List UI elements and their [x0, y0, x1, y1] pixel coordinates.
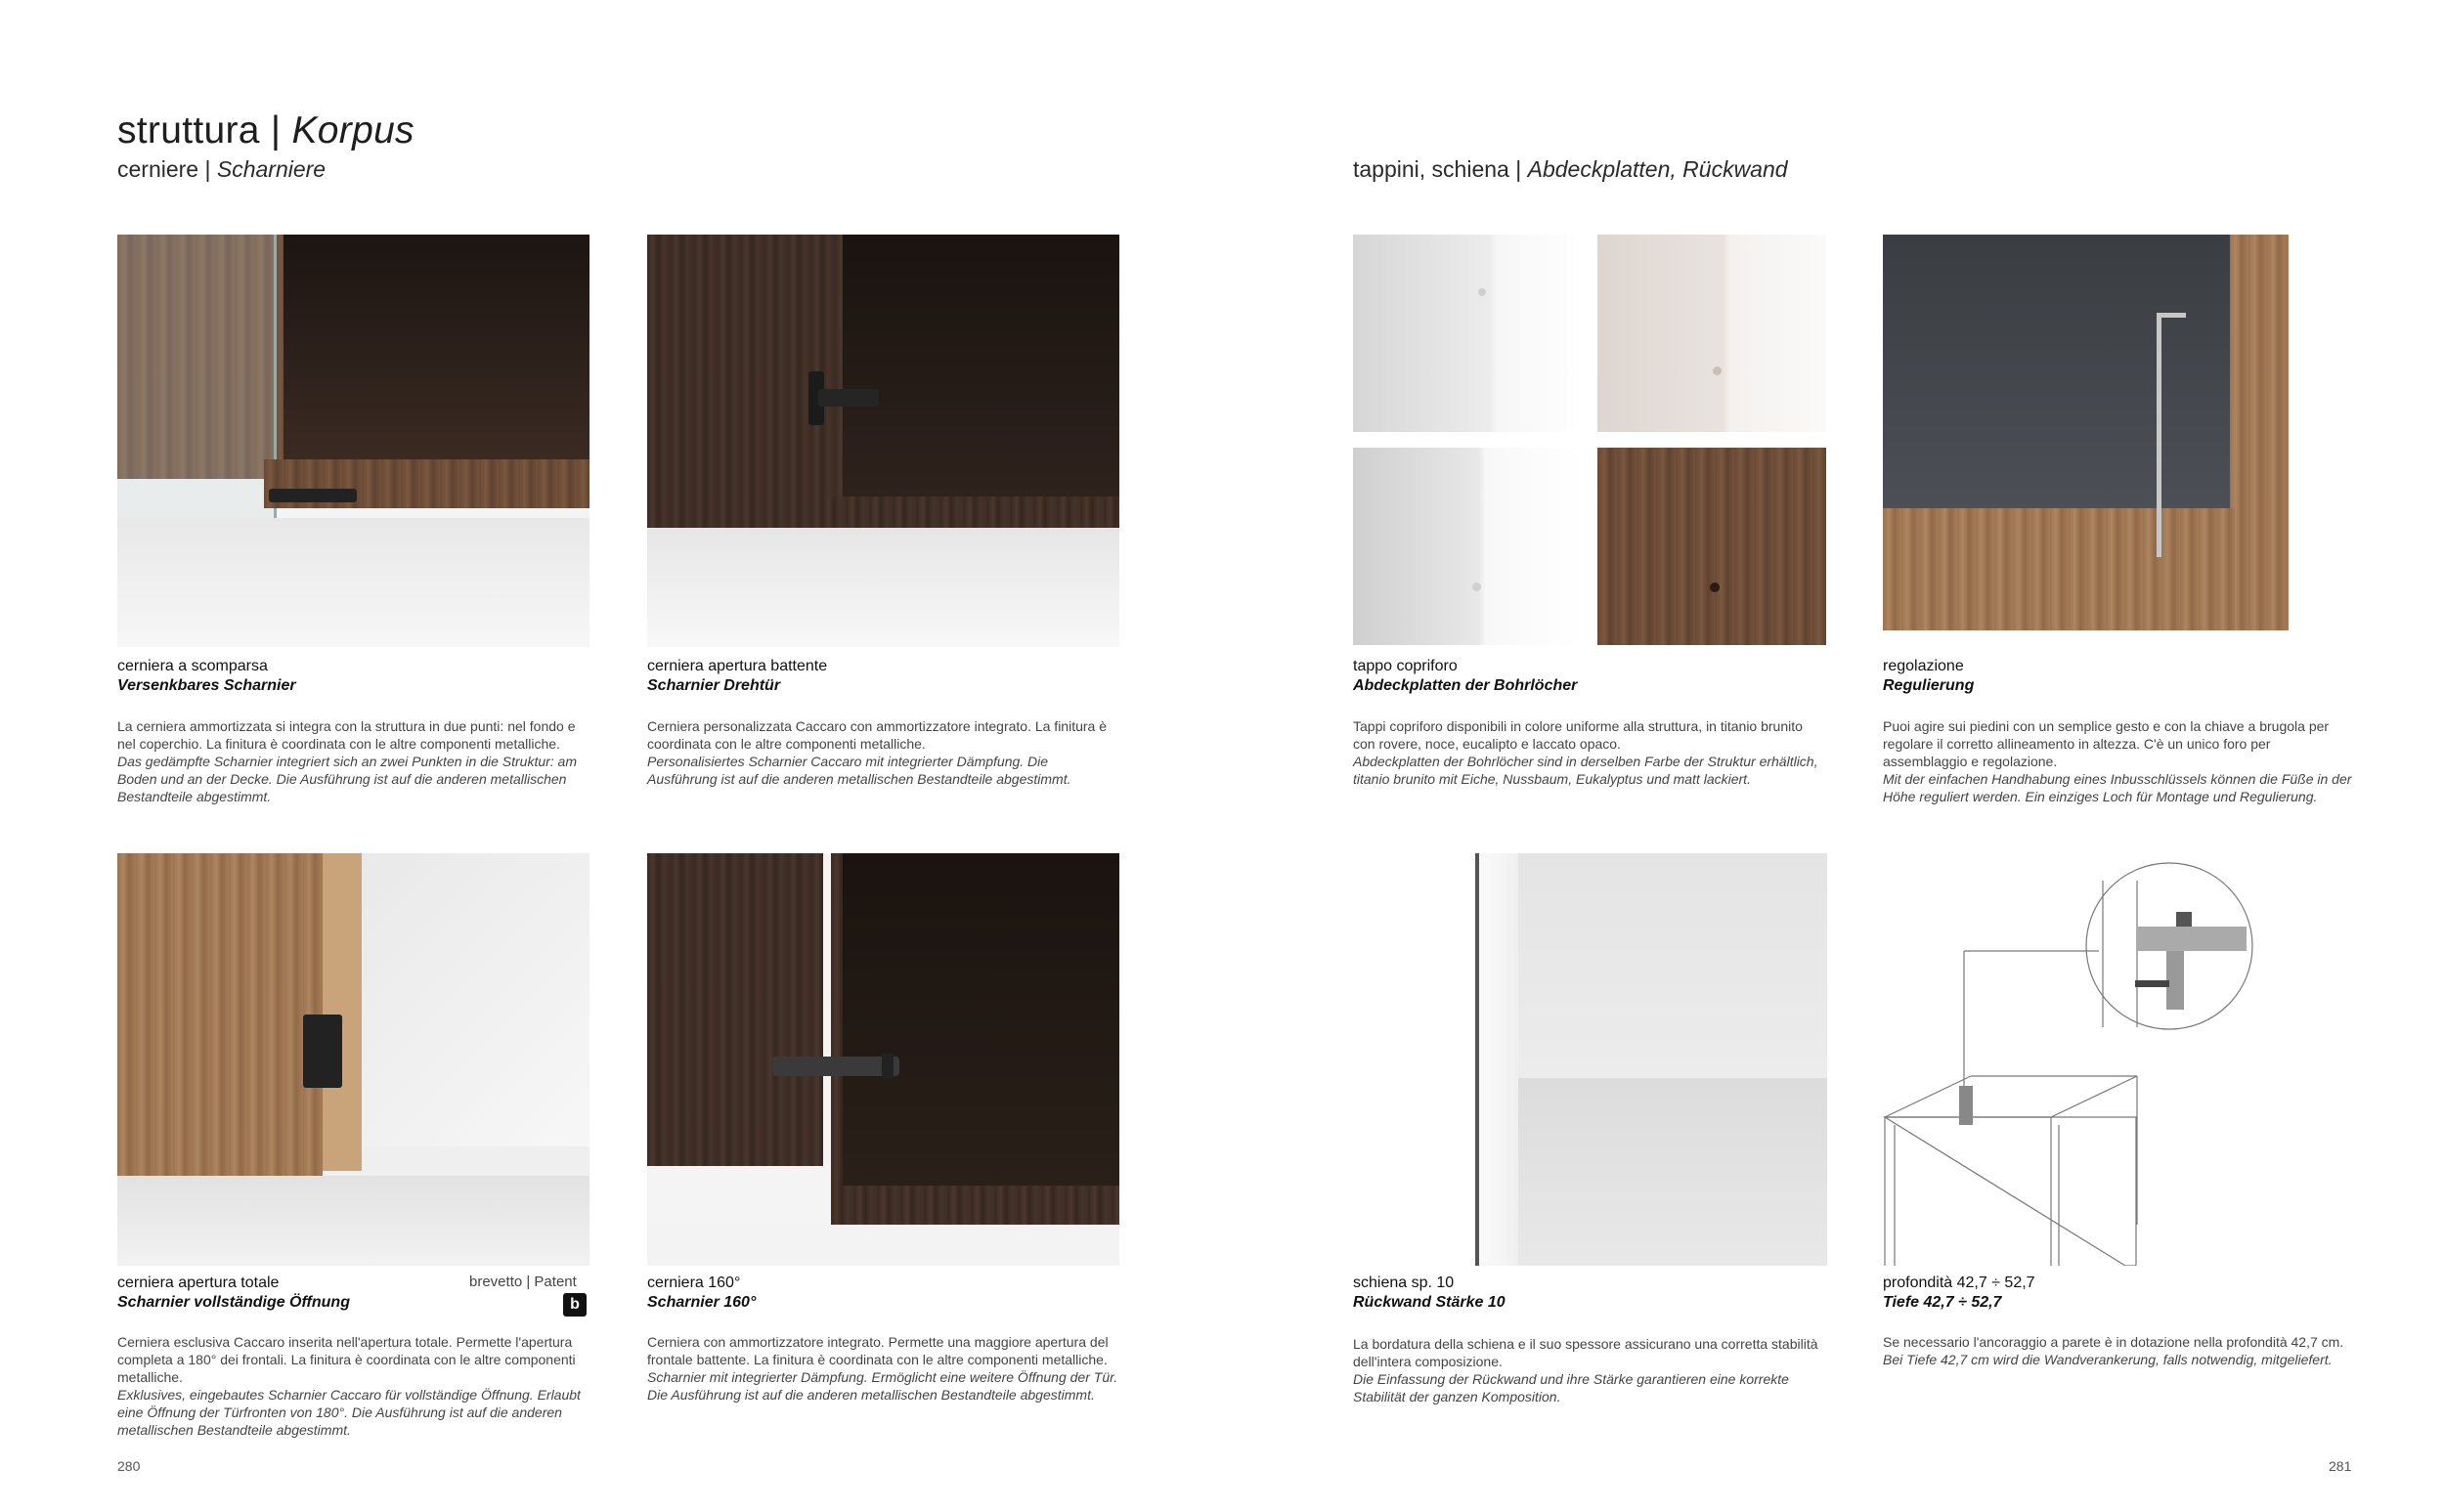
back-panel-title-de: Rückwand Stärke 10	[1353, 1294, 1506, 1311]
hinge-160-text	[647, 1333, 1121, 1404]
hinge-160-title-de: Scharnier 160°	[647, 1294, 757, 1311]
swing-hinge-title-de: Scharnier Drehtür	[647, 677, 781, 694]
hidden-hinge-text-it: La cerniera ammortizzata si integra con la struttura in due punti: nel fondo e nel coperchio. La finitura è coordinata con le altre componenti metalliche.	[117, 718, 576, 752]
depth-title: profondità 42,7 ÷ 52,7	[1883, 1274, 2035, 1291]
back-panel-title: schiena sp. 10	[1353, 1274, 1455, 1291]
cover-cap-photo-2	[1597, 235, 1826, 432]
swing-hinge-title: cerniera apertura battente	[647, 658, 828, 674]
subtitle-right-it: tappini, schiena	[1353, 156, 1509, 182]
hinge-160-text-it: Cerniera con ammortizzatore integrato. Permette una maggiore apertura del frontale battente. La finitura è coordinata con le altre componenti metalliche.	[647, 1334, 1109, 1367]
patent-icon: b	[563, 1293, 587, 1317]
depth-text-de: Bei Tiefe 42,7 cm wird die Wandverankerung, falls notwendig, mitgeliefert.	[1883, 1352, 2333, 1367]
back-panel-photo	[1353, 853, 1827, 1266]
hidden-hinge-title-de: Versenkbares Scharnier	[117, 677, 296, 694]
back-panel-text-it: La bordatura della schiena e il suo spessore assicurano una corretta stabilità dell'intera composizione.	[1353, 1336, 1818, 1369]
full-hinge-text	[117, 1333, 591, 1439]
full-hinge-photo	[117, 853, 589, 1266]
back-panel-text	[1353, 1335, 1827, 1405]
hidden-hinge-title: cerniera a scomparsa	[117, 658, 268, 674]
hidden-hinge-text	[117, 717, 591, 805]
cover-cap-title-de: Abdeckplatten der Bohrlöcher	[1353, 677, 1578, 694]
hinge-160-title: cerniera 160°	[647, 1274, 741, 1291]
cover-cap-text-de: Abdeckplatten der Bohrlöcher sind in derselben Farbe der Struktur erhältlich, titanio brunito mit Eiche, Nussbaum, Eukalyptus und matt lackiert.	[1353, 754, 1818, 787]
swing-hinge-text-de: Personalisiertes Scharnier Caccaro mit integrierter Dämpfung. Die Ausführung ist auf die anderen metallischen Bestandteile abgestimmt.	[647, 754, 1071, 787]
swing-hinge-text	[647, 717, 1121, 788]
cover-cap-title: tappo copriforo	[1353, 658, 1458, 674]
adjustment-text	[1883, 717, 2357, 805]
adjustment-photo	[1883, 235, 2355, 645]
cover-cap-photo-3	[1353, 448, 1582, 645]
subtitle-left-it: cerniere	[117, 156, 199, 182]
hinge-160-text-de: Scharnier mit integrierter Dämpfung. Ermöglicht eine weitere Öffnung der Tür. Die Ausführung ist auf die anderen metallischen Bestandteile abgestimmt.	[647, 1369, 1118, 1403]
depth-text	[1883, 1333, 2357, 1368]
hidden-hinge-photo	[117, 235, 589, 647]
page-title	[117, 109, 415, 152]
hinge-160-photo	[647, 853, 1119, 1266]
page-number-left: 280	[117, 1458, 141, 1474]
patent-label: brevetto | Patent	[469, 1274, 577, 1290]
subtitle-right-sep: |	[1515, 156, 1522, 182]
swing-hinge-text-it: Cerniera personalizzata Caccaro con ammortizzatore integrato. La finitura è coordinata con le altre componenti metalliche.	[647, 718, 1108, 752]
cover-cap-photo-1	[1353, 235, 1582, 432]
swing-hinge-photo	[647, 235, 1119, 647]
depth-title-de: Tiefe 42,7 ÷ 52,7	[1883, 1294, 2002, 1311]
cover-cap-photo-4	[1597, 448, 1826, 645]
title-sep: |	[270, 109, 282, 151]
depth-diagram	[1883, 853, 2357, 1266]
adjustment-text-it: Puoi agire sui piedini con un semplice gesto e con la chiave a brugola per regolare il corretto allineamento in altezza. C'è un unico foro per assemblaggio e regolazione.	[1883, 718, 2330, 769]
hidden-hinge-text-de: Das gedämpfte Scharnier integriert sich an zwei Punkten in die Struktur: am Boden und an der Decke. Die Ausführung ist auf die anderen metallischen Bestandteile abgestimmt.	[117, 754, 578, 804]
cover-cap-text	[1353, 717, 1827, 788]
full-hinge-title: cerniera apertura totale	[117, 1274, 280, 1291]
section-subtitle-right	[1353, 156, 1788, 183]
back-panel-text-de: Die Einfassung der Rückwand und ihre Stärke garantieren eine korrekte Stabilität der ganzen Komposition.	[1353, 1371, 1789, 1404]
title-it: struttura	[117, 109, 260, 151]
page-number-right: 281	[2329, 1458, 2352, 1474]
full-hinge-text-it: Cerniera esclusiva Caccaro inserita nell'apertura totale. Permette l'apertura completa a 180° dei frontali. La finitura è coordinata con le altre componenti metalliche.	[117, 1334, 576, 1385]
depth-text-it: Se necessario l'ancoraggio a parete è in dotazione nella profondità 42,7 cm.	[1883, 1334, 2344, 1350]
subtitle-left-sep: |	[204, 156, 211, 182]
subtitle-left-de: Scharniere	[216, 156, 327, 182]
cover-cap-text-it: Tappi copriforo disponibili in colore uniforme alla struttura, in titanio brunito con rovere, noce, eucalipto e laccato opaco.	[1353, 718, 1803, 752]
adjustment-title: regolazione	[1883, 658, 1964, 674]
full-hinge-title-de: Scharnier vollständige Öffnung	[117, 1294, 350, 1311]
adjustment-title-de: Regulierung	[1883, 677, 1975, 694]
adjustment-text-de: Mit der einfachen Handhabung eines Inbusschlüssels können die Füße in der Höhe reguliert werden. Ein einziges Loch für Montage und Regulierung.	[1883, 771, 2352, 804]
full-hinge-text-de: Exklusives, eingebautes Scharnier Caccaro für vollständige Öffnung. Erlaubt eine Öffnung der Türfronten von 180°. Die Ausführung ist auf die anderen metallischen Bestandteile abgestimmt.	[117, 1387, 581, 1438]
depth-diagram-svg	[1883, 853, 2357, 1266]
section-subtitle-left	[117, 156, 326, 183]
subtitle-right-de: Abdeckplatten, Rückwand	[1527, 156, 1788, 182]
title-de: Korpus	[291, 109, 415, 151]
